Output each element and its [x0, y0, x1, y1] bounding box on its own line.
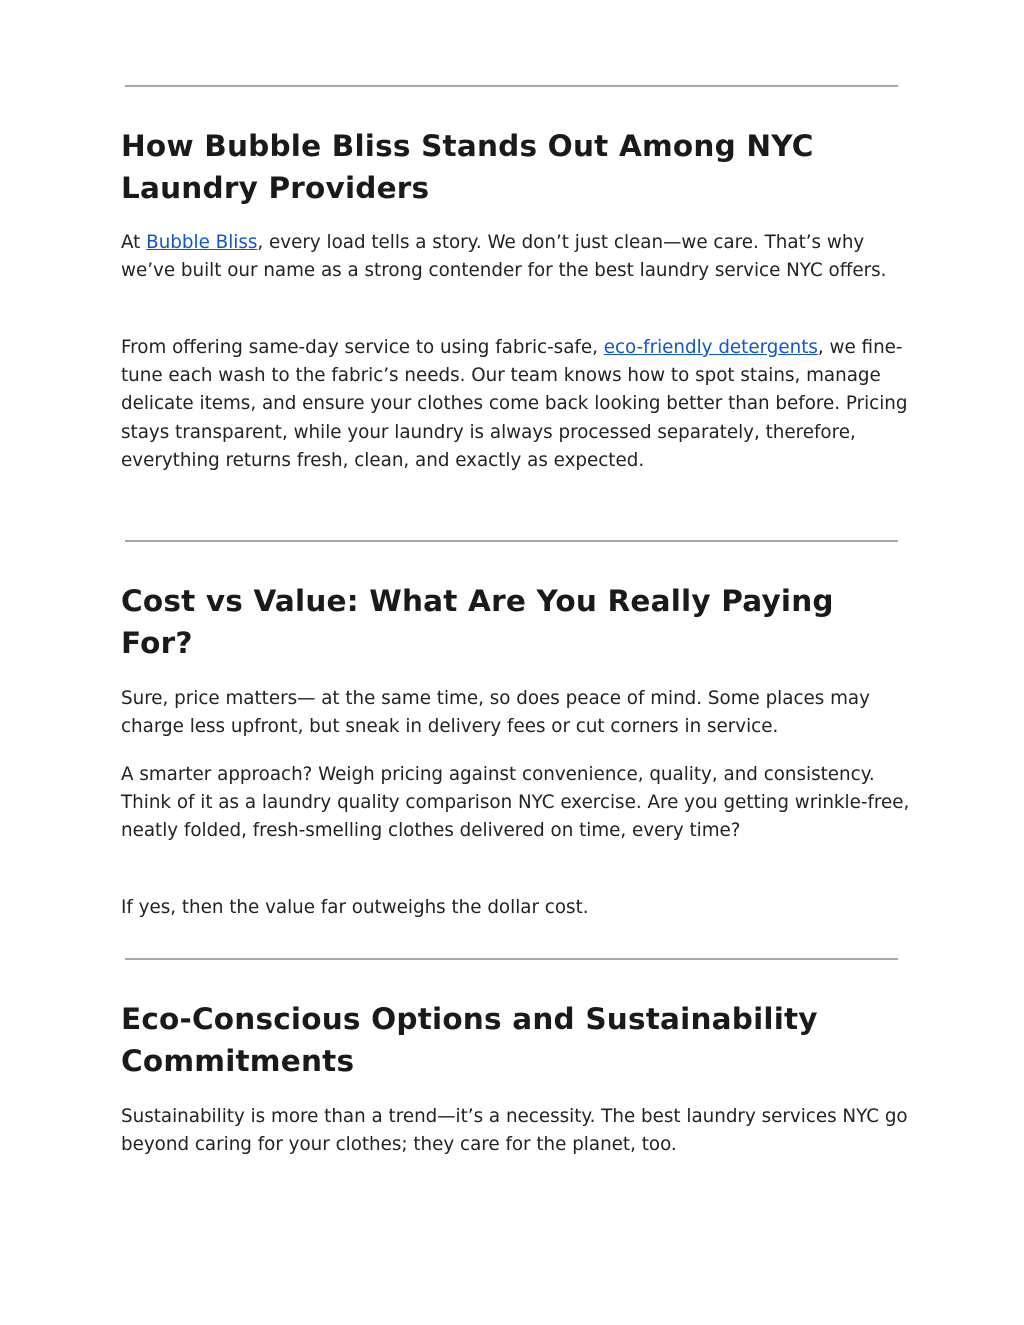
section-heading-bubble-bliss: How Bubble Bliss Stands Out Among NYC Laundry Providers [121, 129, 814, 205]
section-heading-cost-vs-value: Cost vs Value: What Are You Really Paying For? [121, 584, 834, 660]
paragraph-intro [121, 229, 911, 285]
paragraph-price-matters: Sure, price matters— at the same time, so does peace of mind. Some places may charge less upfront, but sneak in delivery fees or cut corners in service. [121, 688, 870, 738]
services-text-before: From offering same-day service to using fabric-safe, [121, 337, 604, 358]
services-text-after: , we fine-tune each wash to the fabric’s needs. Our team knows how to spot stains, manage delicate items, and ensure your clothes come back looking better than before. Pricing stays transparent, while your laundry is always processed separately, therefore, everything returns fresh, clean, and exactly as expected. [121, 337, 908, 471]
divider-bottom [125, 958, 898, 960]
bubble-bliss-link[interactable]: Bubble Bliss [146, 232, 258, 253]
eco-friendly-detergents-link[interactable]: eco-friendly detergents [603, 337, 818, 358]
paragraph-services [121, 334, 911, 475]
divider-middle [125, 540, 898, 542]
paragraph-smarter-approach: A smarter approach? Weigh pricing against convenience, quality, and consistency. Think of it as a laundry quality comparison NYC exercise. Are you getting wrinkle-free, neatly folded, fresh-smelling clothes delivered on time, every time? [121, 764, 910, 842]
section-heading-eco-conscious: Eco-Conscious Options and Sustainability Commitments [121, 1002, 818, 1078]
intro-text-before: At [121, 232, 147, 253]
divider-top [125, 85, 898, 87]
intro-text-after: , every load tells a story. We don’t just clean—we care. That’s why we’ve built our name as a strong contender for the best laundry service NYC offers. [121, 232, 887, 282]
paragraph-value-outweighs: If yes, then the value far outweighs the dollar cost. [121, 897, 589, 918]
paragraph-sustainability: Sustainability is more than a trend—it’s a necessity. The best laundry services NYC go beyond caring for your clothes; they care for the planet, too. [121, 1106, 908, 1156]
